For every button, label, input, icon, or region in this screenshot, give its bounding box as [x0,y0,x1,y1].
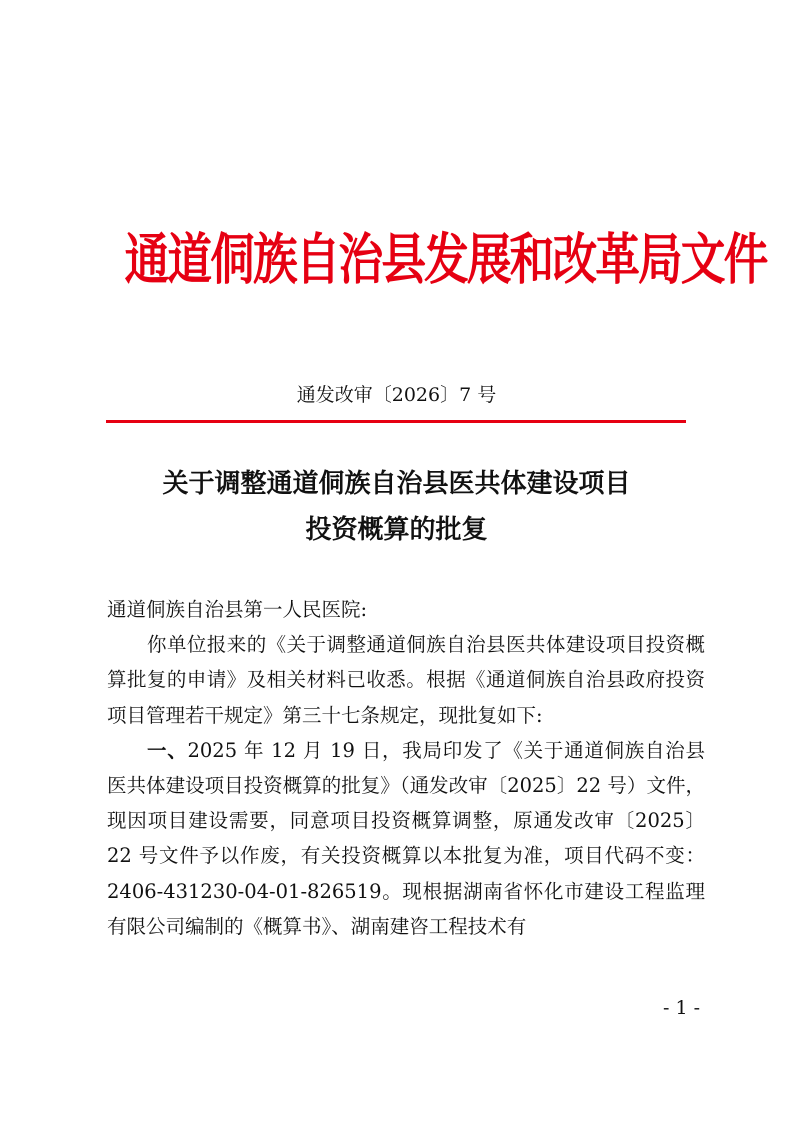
org-header-title: 通道侗族自治县发展和改革局文件 [124,227,767,293]
section-1-marker: 一、 [147,738,188,762]
recipient-line: 通道侗族自治县第一人民医院: [107,598,368,621]
document-title [0,461,793,553]
title-line-2: 投资概算的批复 [305,515,488,545]
document-number: 通发改审〔2026〕7 号 [296,384,497,406]
body-paragraph-1: 你单位报来的《关于调整通道侗族自治县医共体建设项目投资概算批复的申请》及相关材料已收悉。根据《通道侗族自治县政府投资项目管理若干规定》第三十七条规定，现批复如下: [107,633,705,727]
page-number: - 1 - [662,997,700,1019]
document-body [107,592,705,944]
section-1-text: 2025 年 12 月 19 日，我局印发了《关于通道侗族自治县医共体建设项目投资概算的批复》（通发改审〔2025〕22 号）文件，现因项目建设需要，同意项目投资概算调整，原通发改审〔2025〕22 号文件予以作废，有关投资概算以本批复为准，项目代码不变：2406-431230-04-01-826519。现根据湖南省怀化市建设工程监理有限公司编制的《概算书》、湖南建咨工程技术有 [107,738,705,938]
title-line-1: 关于调整通道侗族自治县医共体建设项目 [162,469,631,499]
body-section-1 [107,733,705,944]
red-divider-line [106,420,686,423]
